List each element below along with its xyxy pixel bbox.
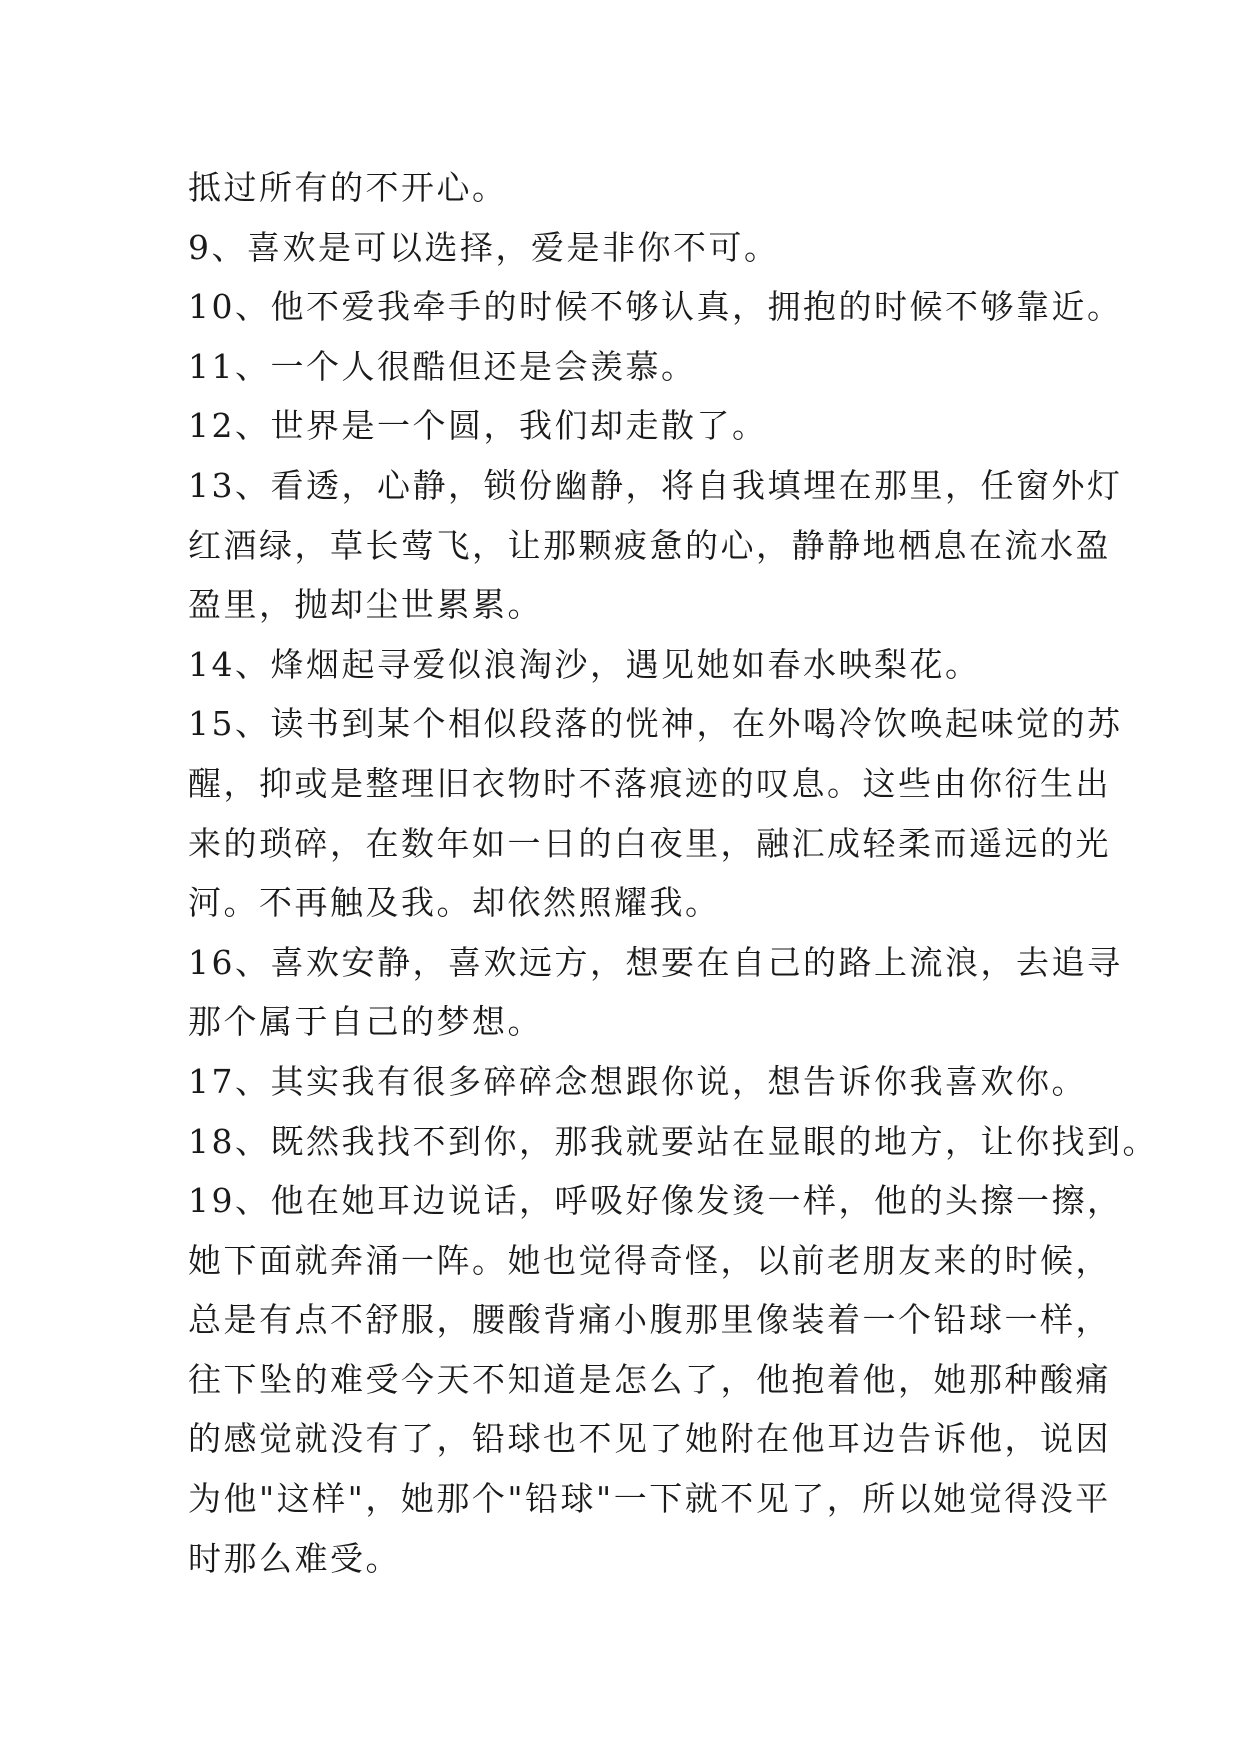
text-line: 盈里，抛却尘世累累。 <box>188 585 543 625</box>
text-line: 17、其实我有很多碎碎念想跟你说，想告诉你我喜欢你。 <box>188 1061 1087 1101</box>
text-line: 的感觉就没有了，铅球也不见了她附在他耳边告诉他，说因 <box>188 1419 1111 1459</box>
text-line: 16、喜欢安静，喜欢远方，想要在自己的路上流浪，去追寻 <box>188 942 1123 982</box>
text-line: 来的琐碎，在数年如一日的白夜里，融汇成轻柔而遥远的光 <box>188 823 1111 863</box>
text-line: 为他"这样"，她那个"铅球"一下就不见了，所以她觉得没平 <box>188 1479 1111 1519</box>
document-body <box>188 158 1158 1588</box>
text-line: 19、他在她耳边说话，呼吸好像发烫一样，他的头擦一擦， <box>188 1181 1123 1221</box>
text-line: 总是有点不舒服，腰酸背痛小腹那里像装着一个铅球一样， <box>188 1300 1111 1340</box>
text-line: 10、他不爱我牵手的时候不够认真，拥抱的时候不够靠近。 <box>188 287 1123 327</box>
text-line: 11、一个人很酷但还是会羡慕。 <box>188 346 697 386</box>
text-line: 抵过所有的不开心。 <box>188 168 508 207</box>
text-line: 醒，抑或是整理旧衣物时不落痕迹的叹息。这些由你衍生出 <box>188 763 1111 803</box>
text-line: 时那么难受。 <box>188 1538 401 1578</box>
text-line: 18、既然我找不到你，那我就要站在显眼的地方，让你找到。 <box>188 1121 1158 1161</box>
text-line: 13、看透，心静，锁份幽静，将自我填埋在那里，任窗外灯 <box>188 465 1123 505</box>
text-line: 那个属于自己的梦想。 <box>188 1002 543 1042</box>
text-line: 15、读书到某个相似段落的恍神，在外喝冷饮唤起味觉的苏 <box>188 704 1123 744</box>
text-line: 14、烽烟起寻爱似浪淘沙，遇见她如春水映梨花。 <box>188 644 981 684</box>
text-line: 往下坠的难受今天不知道是怎么了，他抱着他，她那种酸痛 <box>188 1359 1111 1399</box>
text-line: 河。不再触及我。却依然照耀我。 <box>188 883 721 923</box>
text-line: 她下面就奔涌一阵。她也觉得奇怪，以前老朋友来的时候， <box>188 1240 1111 1280</box>
text-line: 12、世界是一个圆，我们却走散了。 <box>188 406 768 446</box>
text-line: 9、喜欢是可以选择，爱是非你不可。 <box>188 227 780 267</box>
text-line: 红酒绿，草长莺飞，让那颗疲惫的心，静静地栖息在流水盈 <box>188 525 1111 565</box>
